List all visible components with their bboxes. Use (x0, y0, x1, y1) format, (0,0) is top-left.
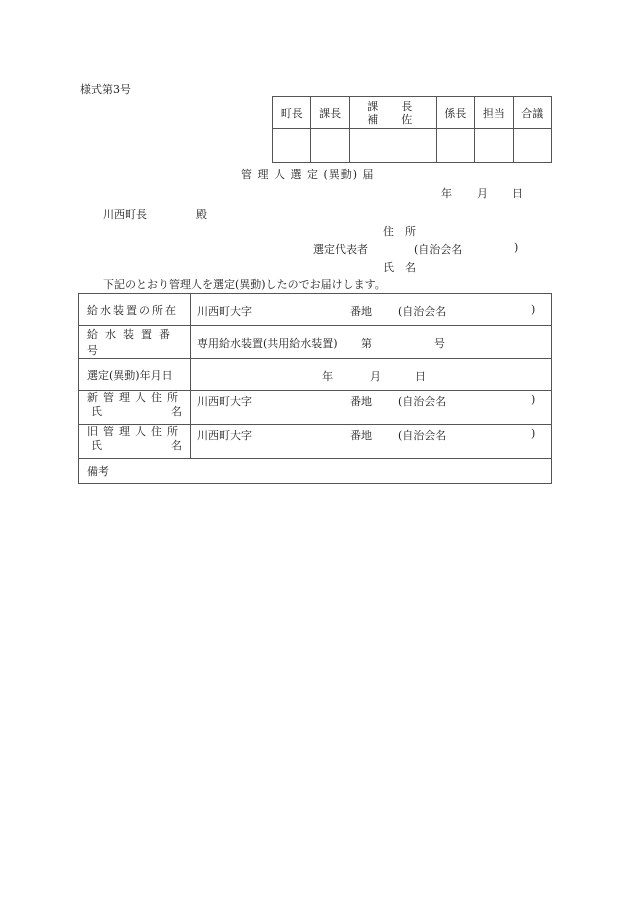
new-manager-value[interactable] (191, 391, 552, 425)
date-month-label: 月 (477, 187, 488, 200)
new-manager-label: 新管理人住所 氏 名 (79, 391, 191, 425)
device-location-label: 給水装置の所在 (79, 294, 191, 326)
selection-date-value[interactable] (191, 359, 552, 391)
location-assoc-close: ) (531, 302, 536, 316)
table-row-device-location (79, 294, 552, 326)
approval-header-mayor: 町長 (273, 97, 311, 129)
table-row-remarks (79, 459, 552, 484)
old-manager-prefix: 川西町大字 (197, 429, 252, 442)
selection-date-year: 年 (322, 369, 333, 383)
new-manager-banchi: 番地 (350, 395, 372, 408)
new-manager-prefix: 川西町大字 (197, 395, 252, 408)
device-location-value[interactable] (191, 294, 552, 326)
applicant-address-label: 住 所 (383, 225, 416, 238)
old-manager-label: 旧管理人住所 氏 名 (79, 425, 191, 459)
table-row-device-number (79, 326, 552, 359)
remarks-cell[interactable] (79, 459, 552, 484)
device-type-text: 専用給水装置(共用給水装置) (197, 337, 338, 350)
table-row-new-manager (79, 391, 552, 425)
location-assoc-open: (自治会名 (398, 304, 447, 318)
selection-date-label: 選定(異動)年月日 (79, 359, 191, 391)
applicant-association-close: ) (514, 241, 519, 254)
location-prefix: 川西町大字 (197, 304, 252, 318)
device-number-label: 給水装置番号 (79, 326, 191, 359)
selection-date-month: 月 (370, 369, 381, 383)
table-row-selection-date (79, 359, 552, 391)
addressee-name: 川西町長 (103, 208, 147, 221)
old-manager-banchi: 番地 (350, 429, 372, 442)
device-number-dai: 第 (361, 337, 372, 350)
old-manager-assoc-open: (自治会名 (398, 429, 447, 442)
selection-date-day: 日 (415, 369, 426, 383)
location-banchi: 番地 (350, 304, 372, 318)
new-manager-assoc-close: ) (531, 393, 536, 406)
addressee-honorific: 殿 (196, 208, 207, 221)
applicant-role-label: 選定代表者 (313, 243, 368, 256)
new-manager-assoc-open: (自治会名 (398, 395, 447, 408)
approval-header-assistant-chief (349, 97, 436, 129)
date-year-label: 年 (441, 187, 452, 200)
stamp-cell-subsection-chief[interactable] (436, 129, 474, 163)
intro-text: 下記のとおり管理人を選定(異動)したのでお届けします。 (103, 278, 386, 291)
old-manager-value[interactable] (191, 425, 552, 459)
remarks-label: 備考 (87, 465, 109, 478)
approval-header-consultation: 合議 (513, 97, 551, 129)
stamp-cell-mayor[interactable] (273, 129, 311, 163)
date-day-label: 日 (512, 187, 523, 200)
table-row-old-manager (79, 425, 552, 459)
approval-header-section-chief: 課長 (311, 97, 349, 129)
approval-header-subsection-chief: 係長 (436, 97, 474, 129)
stamp-cell-section-chief[interactable] (311, 129, 349, 163)
stamp-cell-consultation[interactable] (513, 129, 551, 163)
stamp-cell-staff[interactable] (475, 129, 513, 163)
device-number-value[interactable] (191, 326, 552, 359)
approval-stamp-table (272, 96, 552, 163)
form-number: 様式第3号 (80, 83, 131, 96)
old-manager-assoc-close: ) (531, 427, 536, 440)
applicant-name-label: 氏 名 (383, 261, 416, 274)
device-number-go: 号 (434, 337, 445, 350)
assistant-chief-line2: 補 佐 (367, 112, 419, 126)
notification-details-table (78, 293, 552, 484)
approval-header-staff: 担当 (475, 97, 513, 129)
assistant-chief-line1: 課 長 (367, 99, 419, 113)
applicant-association-open: (自治会名 (414, 243, 463, 256)
document-title: 管 理 人 選 定 (異動) 届 (241, 168, 375, 181)
stamp-cell-assistant-chief[interactable] (349, 129, 436, 163)
